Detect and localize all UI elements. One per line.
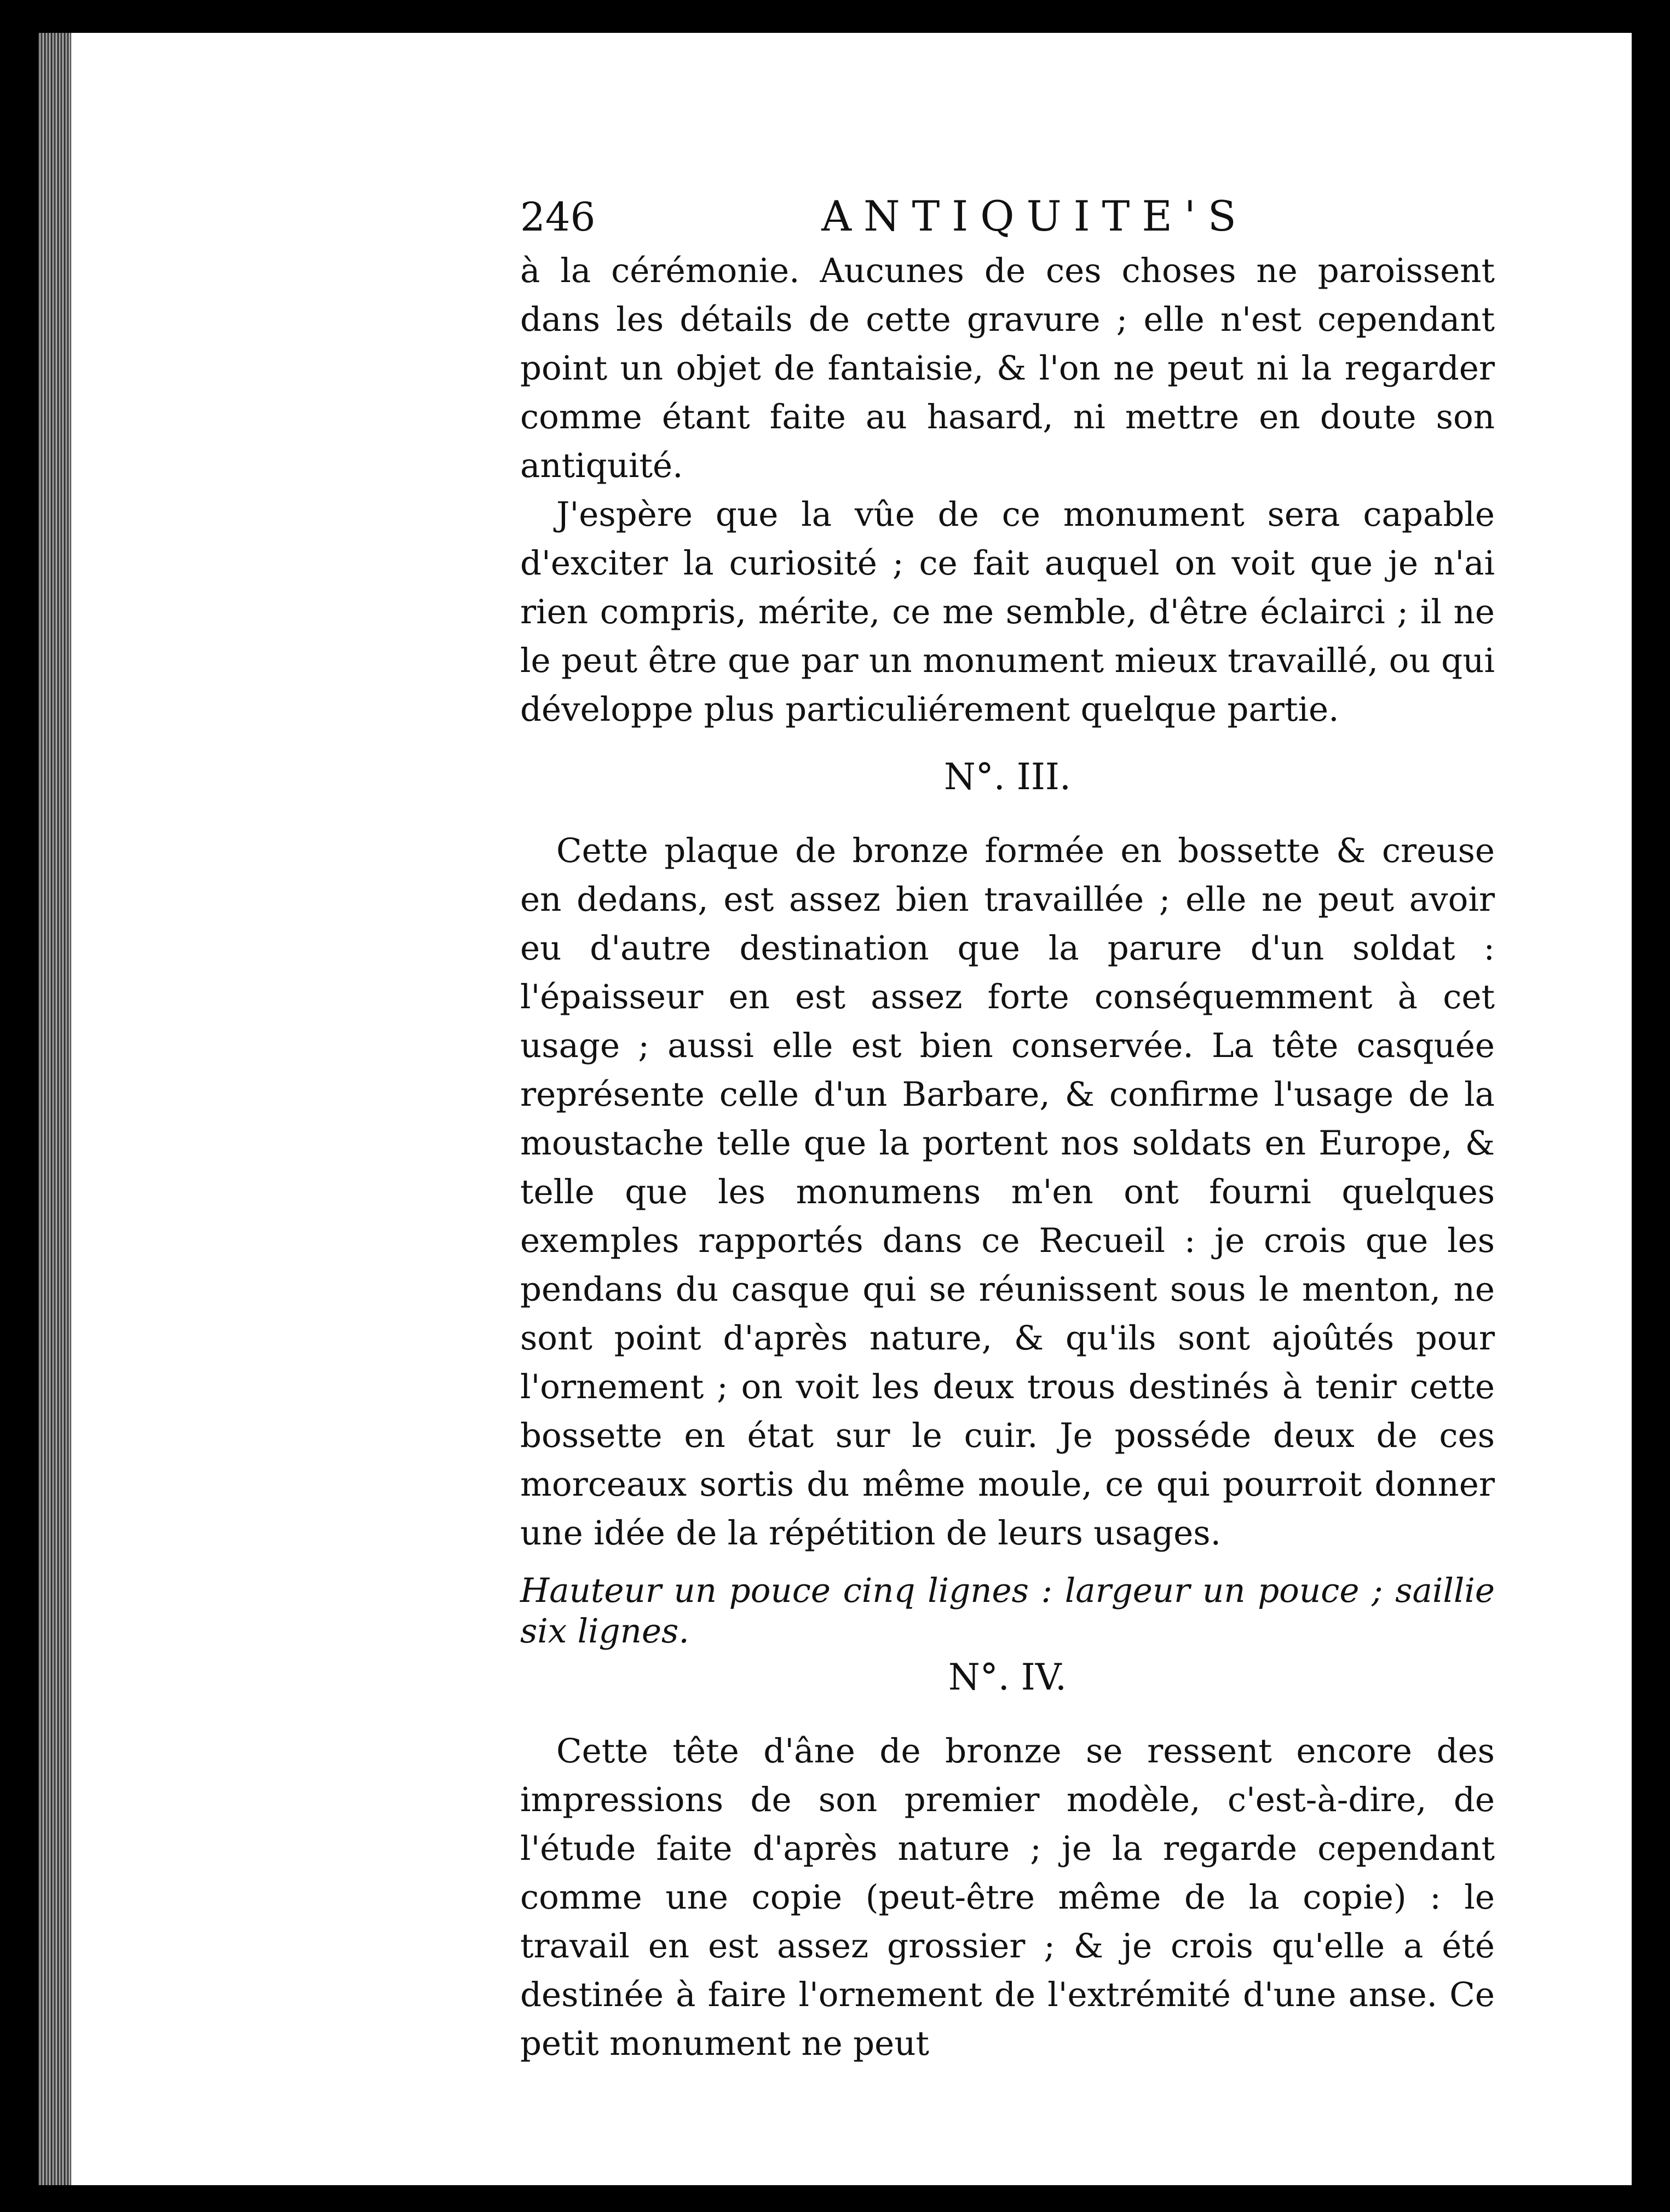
book-page — [71, 33, 1632, 2185]
section-heading-3: N°. III. — [944, 756, 1071, 798]
dimensions-note: Hauteur un pouce cinq lignes : largeur un pouce ; saillie six lignes. — [520, 1571, 1495, 1651]
text-block — [520, 192, 1495, 2068]
page-number: 246 — [520, 194, 596, 240]
running-title: ANTIQUITE'S — [821, 192, 1248, 240]
paragraph-curiosity: J'espère que la vûe de ce monument sera capable d'exciter la curiosité ; ce fait auquel on voit que je n'ai rien compris, mérite, ce me semble, d'être éclairci ; il ne le peut être que par un monument mieux travaillé, ou qui développe plus particuliérement quelque partie. — [520, 495, 1495, 729]
paragraph-continued: à la cérémonie. Aucunes de ces choses ne paroissent dans les détails de cette gravure ; elle n'est cependant point un objet de fantaisie, & l'on ne peut ni la regarder comme étant faite au hasard, ni mettre en doute son antiquité. — [520, 251, 1495, 485]
page-edge-stack — [38, 33, 71, 2185]
paragraph-donkey-head: Cette tête d'âne de bronze se ressent encore des impressions de son premier modèle, c'est-à-dire, de l'étude faite d'après nature ; je la regarde cependant comme une copie (peut-être même de la copie) : le travail en est assez grossier ; & je crois qu'elle a été destinée à faire l'ornement de l'extrémité d'une anse. Ce petit monument ne peut — [520, 1732, 1495, 2063]
paragraph-bronze-plate: Cette plaque de bronze formée en bossette & creuse en dedans, est assez bien travaillée ; elle ne peut avoir eu d'autre destination que la parure d'un soldat : l'épaisseur en est assez forte conséquemment à cet usage ; aussi elle est bien conservée. La tête casquée représente celle d'un Barbare, & confirme l'usage de la moustache telle que la portent nos soldats en Europe, & telle que les monumens m'en ont fourni quelques exemples rapportés dans ce Recueil : je crois que les pendans du casque qui se réunissent sous le menton, ne sont point d'après nature, & qu'ils sont ajoûtés pour l'ornement ; on voit les deux trous destinés à tenir cette bossette en état sur le cuir. Je posséde deux de ces morceaux sortis du même moule, ce qui pourroit donner une idée de la répétition de leurs usages. — [520, 831, 1495, 1553]
page-header — [520, 192, 1495, 246]
section-heading-4: N°. IV. — [948, 1656, 1067, 1698]
